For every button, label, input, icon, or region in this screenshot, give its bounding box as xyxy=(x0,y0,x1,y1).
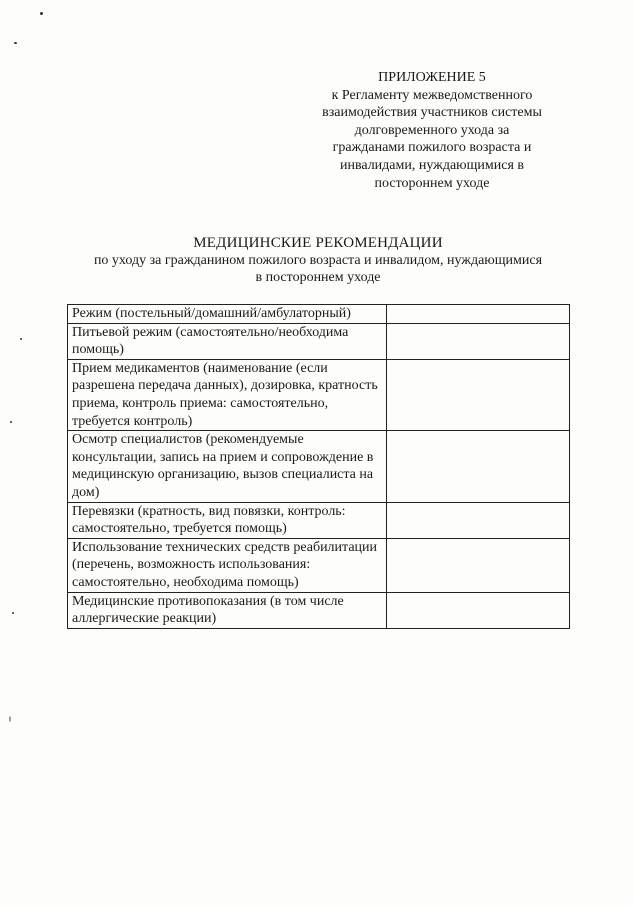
row-value-cell xyxy=(387,502,570,538)
scan-speck xyxy=(12,612,14,614)
appendix-line: постороннем уходе xyxy=(374,175,490,191)
row-value-cell xyxy=(387,431,570,502)
document-subtitle-line: в постороннем уходе xyxy=(255,270,381,285)
row-label: Медицинские противопоказания (в том числе аллергические реакции) xyxy=(68,592,387,628)
row-label: Прием медикаментов (наименование (если разрешена передача данных), дозировка, кратность приема, контроль приема: самостоятельно, требуется контроль) xyxy=(68,359,387,430)
table-row xyxy=(68,323,570,359)
scan-speck xyxy=(20,338,22,340)
row-value-cell xyxy=(387,323,570,359)
row-value-cell xyxy=(387,592,570,628)
appendix-block xyxy=(300,69,564,192)
appendix-line: взаимодействия участников системы xyxy=(322,105,542,121)
table-row xyxy=(68,359,570,430)
row-label: Питьевой режим (самостоятельно/необходима помощь) xyxy=(68,323,387,359)
row-label: Перевязки (кратность, вид повязки, контроль: самостоятельно, требуется помощь) xyxy=(68,502,387,538)
row-value-cell xyxy=(387,305,570,324)
row-label: Осмотр специалистов (рекомендуемые консультации, запись на прием и сопровождение в медицинскую организацию, вызов специалиста на дом) xyxy=(68,431,387,502)
appendix-line: к Регламенту межведомственного xyxy=(331,87,533,103)
table-row xyxy=(68,592,570,628)
table-row xyxy=(68,538,570,592)
appendix-line: долговременного ухода за xyxy=(354,122,510,138)
scan-speck xyxy=(9,716,11,722)
row-label: Использование технических средств реабилитации (перечень, возможность использования: самостоятельно, необходима помощь) xyxy=(68,538,387,592)
recommendations-table xyxy=(67,304,570,629)
scan-speck xyxy=(14,42,17,44)
appendix-line: гражданами пожилого возраста и xyxy=(332,140,532,156)
table-row xyxy=(68,431,570,502)
scan-speck xyxy=(40,12,43,15)
appendix-title: ПРИЛОЖЕНИЕ 5 xyxy=(378,70,486,85)
appendix-line: инвалидами, нуждающимися в xyxy=(339,157,525,173)
table-row xyxy=(68,502,570,538)
row-value-cell xyxy=(387,538,570,592)
row-value-cell xyxy=(387,359,570,430)
table-row xyxy=(68,305,570,324)
document-subtitle-line: по уходу за гражданином пожилого возраста и инвалидом, нуждающимися xyxy=(93,253,543,268)
document-heading xyxy=(60,234,576,286)
scan-speck xyxy=(10,421,12,423)
document-title: МЕДИЦИНСКИЕ РЕКОМЕНДАЦИИ xyxy=(193,235,443,251)
row-label: Режим (постельный/домашний/амбулаторный) xyxy=(68,305,387,324)
